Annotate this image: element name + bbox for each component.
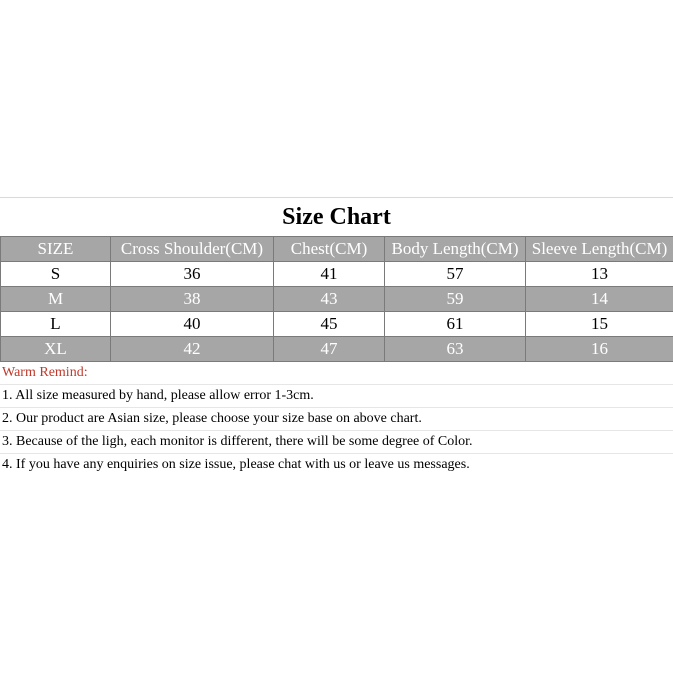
header-chest: Chest(CM): [274, 237, 385, 262]
cell-body-length: 63: [385, 337, 526, 362]
header-cross-shoulder: Cross Shoulder(CM): [111, 237, 274, 262]
cell-chest: 43: [274, 287, 385, 312]
header-body-length: Body Length(CM): [385, 237, 526, 262]
cell-size: S: [1, 262, 111, 287]
table-row: [1, 337, 673, 362]
cell-size: XL: [1, 337, 111, 362]
cell-cross-shoulder: 40: [111, 312, 274, 337]
note-line: 1. All size measured by hand, please allow error 1-3cm.: [0, 385, 673, 408]
cell-chest: 45: [274, 312, 385, 337]
note-line: 2. Our product are Asian size, please choose your size base on above chart.: [0, 408, 673, 431]
cell-chest: 41: [274, 262, 385, 287]
table-row: [1, 262, 673, 287]
warm-remind-heading: Warm Remind:: [0, 362, 673, 385]
table-row: [1, 287, 673, 312]
cell-sleeve-length: 14: [526, 287, 673, 312]
cell-body-length: 57: [385, 262, 526, 287]
page-title: Size Chart: [282, 204, 391, 230]
cell-chest: 47: [274, 337, 385, 362]
cell-sleeve-length: 13: [526, 262, 673, 287]
size-table: [0, 236, 673, 362]
size-chart-sheet: [0, 197, 673, 476]
header-size: SIZE: [1, 237, 111, 262]
table-header-row: [1, 237, 673, 262]
header-sleeve-length: Sleeve Length(CM): [526, 237, 673, 262]
cell-body-length: 61: [385, 312, 526, 337]
cell-sleeve-length: 15: [526, 312, 673, 337]
note-line: 4. If you have any enquiries on size issue, please chat with us or leave us messages.: [2, 457, 470, 472]
cell-cross-shoulder: 36: [111, 262, 274, 287]
cell-body-length: 59: [385, 287, 526, 312]
cell-size: M: [1, 287, 111, 312]
cell-cross-shoulder: 42: [111, 337, 274, 362]
table-row: [1, 312, 673, 337]
cell-cross-shoulder: 38: [111, 287, 274, 312]
cell-sleeve-length: 16: [526, 337, 673, 362]
cell-size: L: [1, 312, 111, 337]
note-line: 3. Because of the ligh, each monitor is different, there will be some degree of Color.: [0, 431, 673, 454]
